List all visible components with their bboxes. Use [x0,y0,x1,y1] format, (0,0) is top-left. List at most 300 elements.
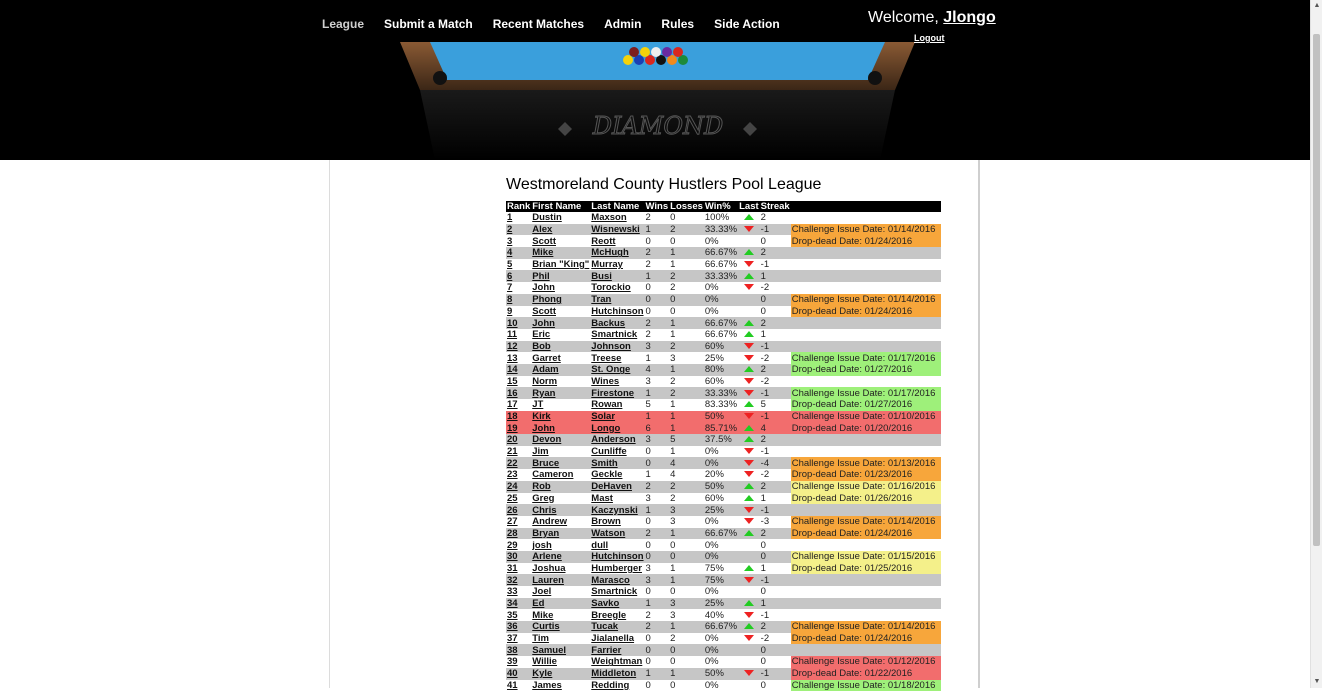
challenge-note-cell: Challenge Issue Date: 01/14/2016 [791,224,941,236]
first-name-link[interactable]: James [531,680,590,691]
table-row [506,493,941,505]
challenge-note-cell [791,247,941,259]
rank-link[interactable]: 22 [506,457,531,469]
first-name-link[interactable]: Chris [531,504,590,516]
streak-cell: -2 [760,352,791,364]
challenge-note-cell: Challenge Issue Date: 01/14/2016 [791,294,941,306]
losses-cell: 1 [669,399,704,411]
win-pct-cell: 0% [704,656,738,668]
rank-link[interactable]: 11 [506,329,531,341]
last-name-link[interactable]: Weightman [590,656,644,668]
first-name-link[interactable]: Scott [531,235,590,247]
arrow-down-icon [744,343,754,349]
rank-link[interactable]: 14 [506,364,531,376]
rank-link[interactable]: 25 [506,493,531,505]
streak-cell: -1 [760,411,791,423]
rank-link[interactable]: 32 [506,574,531,586]
win-pct-cell: 66.67% [704,247,738,259]
win-pct-cell: 33.33% [704,387,738,399]
streak-cell: 2 [760,317,791,329]
rank-link[interactable]: 36 [506,621,531,633]
table-row [506,341,941,353]
first-name-link[interactable]: Jim [531,446,590,458]
scroll-thumb[interactable] [1313,34,1320,546]
last-result-cell [738,528,760,540]
challenge-note-cell: Challenge Issue Date: 01/15/2016 [791,551,941,563]
rank-link[interactable]: 30 [506,551,531,563]
table-row [506,352,941,364]
last-name-link[interactable]: Middleton [590,668,644,680]
wins-cell: 0 [645,446,670,458]
challenge-note-cell: Challenge Issue Date: 01/16/2016 [791,481,941,493]
table-row [506,469,941,481]
last-name-link[interactable]: Watson [590,528,644,540]
challenge-note-cell: Drop-dead Date: 01/27/2016 [791,364,941,376]
arrow-up-icon [744,425,754,431]
rank-link[interactable]: 37 [506,633,531,645]
win-pct-cell: 60% [704,493,738,505]
challenge-note-cell [791,212,941,224]
challenge-note-cell [791,434,941,446]
table-row [506,574,941,586]
last-name-link[interactable]: Farrier [590,644,644,656]
first-name-link[interactable]: Joshua [531,563,590,575]
rank-link[interactable]: 1 [506,212,531,224]
rank-link[interactable]: 21 [506,446,531,458]
last-name-link[interactable]: Mast [590,493,644,505]
win-pct-cell: 0% [704,235,738,247]
last-name-link[interactable]: Kaczynski [590,504,644,516]
last-name-link[interactable]: dull [590,539,644,551]
main-nav [312,17,790,31]
arrow-up-icon [744,214,754,220]
losses-cell: 0 [669,306,704,318]
losses-cell: 1 [669,317,704,329]
challenge-note-cell: Drop-dead Date: 01/24/2016 [791,306,941,318]
rank-link[interactable]: 28 [506,528,531,540]
last-name-link[interactable]: McHugh [590,247,644,259]
wins-cell: 2 [645,329,670,341]
challenge-note-cell [791,282,941,294]
arrow-up-icon [744,495,754,501]
first-name-link[interactable]: Brian "King" [531,259,590,271]
challenge-note-cell: Challenge Issue Date: 01/14/2016 [791,621,941,633]
wins-cell: 3 [645,434,670,446]
streak-cell: -2 [760,376,791,388]
last-name-link[interactable]: Firestone [590,387,644,399]
arrow-down-icon [744,226,754,232]
first-name-link[interactable]: JT [531,399,590,411]
first-name-link[interactable]: Dustin [531,212,590,224]
last-name-link[interactable]: Busi [590,270,644,282]
last-name-link[interactable]: Torockio [590,282,644,294]
table-row [506,434,941,446]
first-name-link[interactable]: Bruce [531,457,590,469]
scroll-up-arrow-icon[interactable]: ▲ [1311,0,1322,12]
last-name-link[interactable]: Humberger [590,563,644,575]
streak-cell: 1 [760,270,791,282]
arrow-up-icon [744,273,754,279]
rank-link[interactable]: 6 [506,270,531,282]
first-name-link[interactable]: Curtis [531,621,590,633]
challenge-note-cell [791,644,941,656]
first-name-link[interactable]: Bryan [531,528,590,540]
last-name-link[interactable]: Backus [590,317,644,329]
losses-cell: 0 [669,235,704,247]
first-name-link[interactable]: Eric [531,329,590,341]
table-row [506,294,941,306]
last-name-link[interactable]: Murray [590,259,644,271]
last-name-link[interactable]: Johnson [590,341,644,353]
rank-link[interactable]: 2 [506,224,531,236]
rank-link[interactable]: 33 [506,586,531,598]
rank-link[interactable]: 13 [506,352,531,364]
first-name-link[interactable]: John [531,422,590,434]
wins-cell: 1 [645,270,670,282]
win-pct-cell: 0% [704,306,738,318]
arrow-down-icon [744,378,754,384]
last-name-link[interactable]: DeHaven [590,481,644,493]
challenge-note-cell: Drop-dead Date: 01/24/2016 [791,633,941,645]
last-name-link[interactable]: Redding [590,680,644,691]
wins-cell: 0 [645,633,670,645]
column-header [791,201,941,212]
rank-link[interactable]: 9 [506,306,531,318]
rank-link[interactable]: 26 [506,504,531,516]
table-row [506,633,941,645]
rank-link[interactable]: 34 [506,598,531,610]
last-name-link[interactable]: Smith [590,457,644,469]
first-name-link[interactable]: Joel [531,586,590,598]
first-name-link[interactable]: Alex [531,224,590,236]
table-row [506,270,941,282]
last-name-link[interactable]: Savko [590,598,644,610]
losses-cell: 2 [669,224,704,236]
streak-cell: -1 [760,668,791,680]
last-result-cell [738,282,760,294]
arrow-down-icon [744,448,754,454]
last-result-cell [738,516,760,528]
last-result-cell [738,329,760,341]
rank-link[interactable]: 17 [506,399,531,411]
rank-link[interactable]: 38 [506,644,531,656]
table-row [506,387,941,399]
last-name-link[interactable]: Reott [590,235,644,247]
column-header: Last Name [590,201,644,212]
losses-cell: 1 [669,446,704,458]
challenge-note-cell: Drop-dead Date: 01/24/2016 [791,528,941,540]
last-name-link[interactable]: Longo [590,422,644,434]
streak-cell: 0 [760,235,791,247]
arrow-down-icon [744,635,754,641]
rank-link[interactable]: 39 [506,656,531,668]
streak-cell: -1 [760,387,791,399]
last-name-link[interactable]: St. Onge [590,364,644,376]
first-name-link[interactable]: josh [531,539,590,551]
nav-rules[interactable]: Rules [651,17,704,31]
table-row [506,259,941,271]
win-pct-cell: 0% [704,446,738,458]
column-header: Last [738,201,760,212]
pool-table-banner [400,42,915,160]
streak-cell: -1 [760,574,791,586]
last-name-link[interactable]: Tran [590,294,644,306]
rank-link[interactable]: 3 [506,235,531,247]
streak-cell: 0 [760,656,791,668]
last-name-link[interactable]: Jialanella [590,633,644,645]
rank-link[interactable]: 24 [506,481,531,493]
table-row [506,446,941,458]
nav-submit-a-match[interactable]: Submit a Match [374,17,483,31]
column-header: First Name [531,201,590,212]
first-name-link[interactable]: Bob [531,341,590,353]
arrow-up-icon [744,565,754,571]
streak-cell: 0 [760,551,791,563]
first-name-link[interactable]: Greg [531,493,590,505]
column-header: Losses [669,201,704,212]
last-result-cell [738,399,760,411]
challenge-note-cell [791,598,941,610]
column-header: Rank [506,201,531,212]
losses-cell: 0 [669,539,704,551]
last-result-cell [738,341,760,353]
last-result-cell [738,493,760,505]
standings-table [506,201,941,691]
arrow-down-icon [744,460,754,466]
rank-link[interactable]: 5 [506,259,531,271]
last-result-cell [738,446,760,458]
first-name-link[interactable]: Ryan [531,387,590,399]
losses-cell: 2 [669,633,704,645]
win-pct-cell: 25% [704,352,738,364]
rank-link[interactable]: 35 [506,609,531,621]
rank-link[interactable]: 12 [506,341,531,353]
last-name-link[interactable]: Wisnewski [590,224,644,236]
wins-cell: 1 [645,598,670,610]
table-row [506,516,941,528]
streak-cell: 1 [760,329,791,341]
first-name-link[interactable]: Arlene [531,551,590,563]
last-name-link[interactable]: Solar [590,411,644,423]
last-name-link[interactable]: Treese [590,352,644,364]
streak-cell: -2 [760,282,791,294]
arrow-down-icon [744,670,754,676]
streak-cell: 1 [760,563,791,575]
challenge-note-cell: Challenge Issue Date: 01/14/2016 [791,516,941,528]
last-result-cell [738,551,760,563]
last-result-cell [738,247,760,259]
rank-link[interactable]: 31 [506,563,531,575]
table-row [506,247,941,259]
last-name-link[interactable]: Smartnick [590,329,644,341]
last-name-link[interactable]: Hutchinson [590,551,644,563]
nav-recent-matches[interactable]: Recent Matches [483,17,594,31]
challenge-note-cell [791,574,941,586]
rank-link[interactable]: 16 [506,387,531,399]
table-row [506,668,941,680]
arrow-down-icon [744,390,754,396]
first-name-link[interactable]: Devon [531,434,590,446]
losses-cell: 3 [669,516,704,528]
win-pct-cell: 66.67% [704,528,738,540]
table-row [506,656,941,668]
welcome-message [868,9,996,27]
nav-admin[interactable]: Admin [594,17,651,31]
arrow-down-icon [744,355,754,361]
last-result-cell [738,586,760,598]
username-link[interactable]: Jlongo [943,9,995,26]
first-name-link[interactable]: John [531,282,590,294]
last-name-link[interactable]: Anderson [590,434,644,446]
logout-link[interactable]: Logout [914,33,945,43]
last-result-cell [738,259,760,271]
rank-link[interactable]: 20 [506,434,531,446]
wins-cell: 3 [645,563,670,575]
first-name-link[interactable]: Phong [531,294,590,306]
first-name-link[interactable]: Garret [531,352,590,364]
last-name-link[interactable]: Hutchinson [590,306,644,318]
table-row [506,364,941,376]
first-name-link[interactable]: Cameron [531,469,590,481]
rank-link[interactable]: 15 [506,376,531,388]
win-pct-cell: 0% [704,633,738,645]
nav-league[interactable]: League [312,17,374,31]
last-name-link[interactable]: Cunliffe [590,446,644,458]
table-header-row [506,201,941,212]
rank-link[interactable]: 23 [506,469,531,481]
first-name-link[interactable]: Andrew [531,516,590,528]
rank-link[interactable]: 8 [506,294,531,306]
losses-cell: 1 [669,563,704,575]
first-name-link[interactable]: Kyle [531,668,590,680]
last-result-cell [738,539,760,551]
first-name-link[interactable]: Lauren [531,574,590,586]
win-pct-cell: 66.67% [704,259,738,271]
table-row [506,224,941,236]
table-row [506,528,941,540]
rank-link[interactable]: 41 [506,680,531,691]
scroll-down-arrow-icon[interactable]: ▼ [1311,676,1322,688]
rank-link[interactable]: 27 [506,516,531,528]
last-result-cell [738,621,760,633]
losses-cell: 5 [669,434,704,446]
challenge-note-cell [791,586,941,598]
last-result-cell [738,352,760,364]
losses-cell: 1 [669,422,704,434]
last-name-link[interactable]: Marasco [590,574,644,586]
first-name-link[interactable]: Samuel [531,644,590,656]
banner-brand-text: DIAMOND [592,112,724,140]
wins-cell: 2 [645,212,670,224]
wins-cell: 3 [645,493,670,505]
losses-cell: 1 [669,247,704,259]
table-row [506,376,941,388]
last-result-cell [738,633,760,645]
streak-cell: 2 [760,247,791,259]
first-name-link[interactable]: Norm [531,376,590,388]
last-name-link[interactable]: Tucak [590,621,644,633]
rank-link[interactable]: 4 [506,247,531,259]
last-name-link[interactable]: Maxson [590,212,644,224]
first-name-link[interactable]: Mike [531,247,590,259]
last-result-cell [738,306,760,318]
first-name-link[interactable]: Phil [531,270,590,282]
rank-link[interactable]: 10 [506,317,531,329]
challenge-note-cell [791,329,941,341]
win-pct-cell: 83.33% [704,399,738,411]
losses-cell: 1 [669,259,704,271]
streak-cell: 2 [760,528,791,540]
first-name-link[interactable]: John [531,317,590,329]
rank-link[interactable]: 19 [506,422,531,434]
last-result-cell [738,212,760,224]
last-name-link[interactable]: Geckle [590,469,644,481]
wins-cell: 1 [645,411,670,423]
last-result-cell [738,598,760,610]
losses-cell: 3 [669,504,704,516]
losses-cell: 0 [669,212,704,224]
first-name-link[interactable]: Ed [531,598,590,610]
last-result-cell [738,457,760,469]
arrow-up-icon [744,401,754,407]
losses-cell: 1 [669,329,704,341]
first-name-link[interactable]: Kirk [531,411,590,423]
challenge-note-cell [791,446,941,458]
vertical-scrollbar[interactable] [1310,0,1322,688]
first-name-link[interactable]: Scott [531,306,590,318]
rank-link[interactable]: 29 [506,539,531,551]
last-result-cell [738,504,760,516]
streak-cell: 2 [760,434,791,446]
last-name-link[interactable]: Smartnick [590,586,644,598]
wins-cell: 3 [645,574,670,586]
win-pct-cell: 66.67% [704,329,738,341]
first-name-link[interactable]: Tim [531,633,590,645]
last-name-link[interactable]: Brown [590,516,644,528]
first-name-link[interactable]: Mike [531,609,590,621]
last-name-link[interactable]: Rowan [590,399,644,411]
last-result-cell [738,609,760,621]
rank-link[interactable]: 7 [506,282,531,294]
first-name-link[interactable]: Willie [531,656,590,668]
losses-cell: 1 [669,364,704,376]
streak-cell: 0 [760,539,791,551]
challenge-note-cell: Challenge Issue Date: 01/17/2016 [791,352,941,364]
last-result-cell [738,574,760,586]
last-result-cell [738,411,760,423]
losses-cell: 1 [669,528,704,540]
first-name-link[interactable]: Rob [531,481,590,493]
rank-link[interactable]: 40 [506,668,531,680]
arrow-up-icon [744,366,754,372]
first-name-link[interactable]: Adam [531,364,590,376]
nav-side-action[interactable]: Side Action [704,17,790,31]
column-header: Win% [704,201,738,212]
arrow-down-icon [744,471,754,477]
win-pct-cell: 75% [704,574,738,586]
streak-cell: 4 [760,422,791,434]
wins-cell: 0 [645,680,670,691]
win-pct-cell: 66.67% [704,317,738,329]
losses-cell: 2 [669,341,704,353]
table-row [506,411,941,423]
last-name-link[interactable]: Breegle [590,609,644,621]
table-row [506,235,941,247]
challenge-note-cell [791,270,941,282]
arrow-up-icon [744,600,754,606]
rank-link[interactable]: 18 [506,411,531,423]
last-name-link[interactable]: Wines [590,376,644,388]
